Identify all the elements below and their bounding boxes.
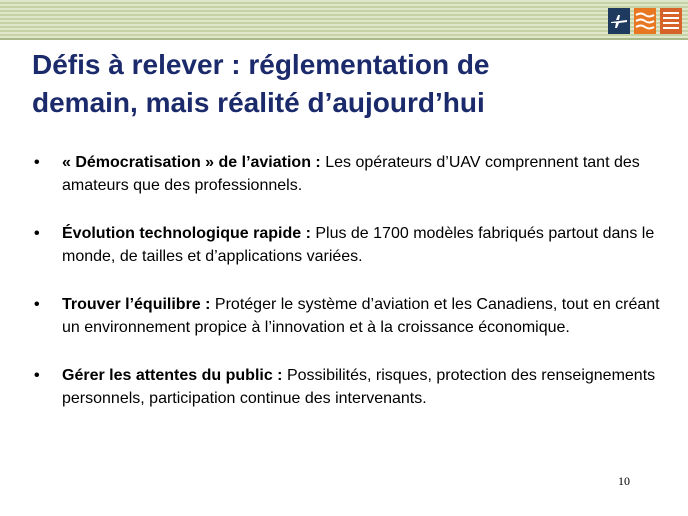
header-band	[0, 0, 688, 38]
bullet-item	[34, 152, 664, 197]
bullet-text: Protéger le système d’aviation et les Canadiens, tout en créant un environnement propice à l’innovation et à la croissance économique.	[62, 296, 660, 336]
page-number: 10	[618, 474, 630, 488]
slide-title	[32, 46, 672, 122]
bullet-dot-icon: •	[34, 225, 40, 242]
title-line-2: demain, mais réalité d’aujourd’hui	[32, 87, 485, 118]
bullet-lead: Évolution technologique rapide :	[62, 225, 311, 242]
bullet-text: Possibilités, risques, protection des renseignements personnels, participation continue des intervenants.	[62, 367, 656, 407]
bullet-text: Les opérateurs d’UAV comprennent tant des amateurs que des professionnels.	[62, 154, 640, 194]
bullet-lead: Gérer les attentes du public :	[62, 367, 283, 384]
logo-group	[608, 8, 682, 34]
header-band-edge	[0, 38, 688, 40]
bullet-list	[34, 152, 664, 436]
bullet-text: Plus de 1700 modèles fabriqués partout dans le monde, de tailles et d’applications variées.	[62, 225, 655, 265]
bullet-item	[34, 294, 664, 339]
title-line-1: Défis à relever : réglementation de	[32, 49, 490, 80]
bullet-dot-icon: •	[34, 154, 40, 171]
airplane-logo-icon	[608, 8, 630, 34]
waves-logo-icon	[634, 8, 656, 34]
bullet-item	[34, 223, 664, 268]
bullet-lead: Trouver l’équilibre :	[62, 296, 211, 313]
bullet-dot-icon: •	[34, 367, 40, 384]
bullet-item	[34, 365, 664, 410]
building-logo-icon	[660, 8, 682, 34]
bullet-lead: « Démocratisation » de l’aviation :	[62, 154, 321, 171]
bullet-dot-icon: •	[34, 296, 40, 313]
